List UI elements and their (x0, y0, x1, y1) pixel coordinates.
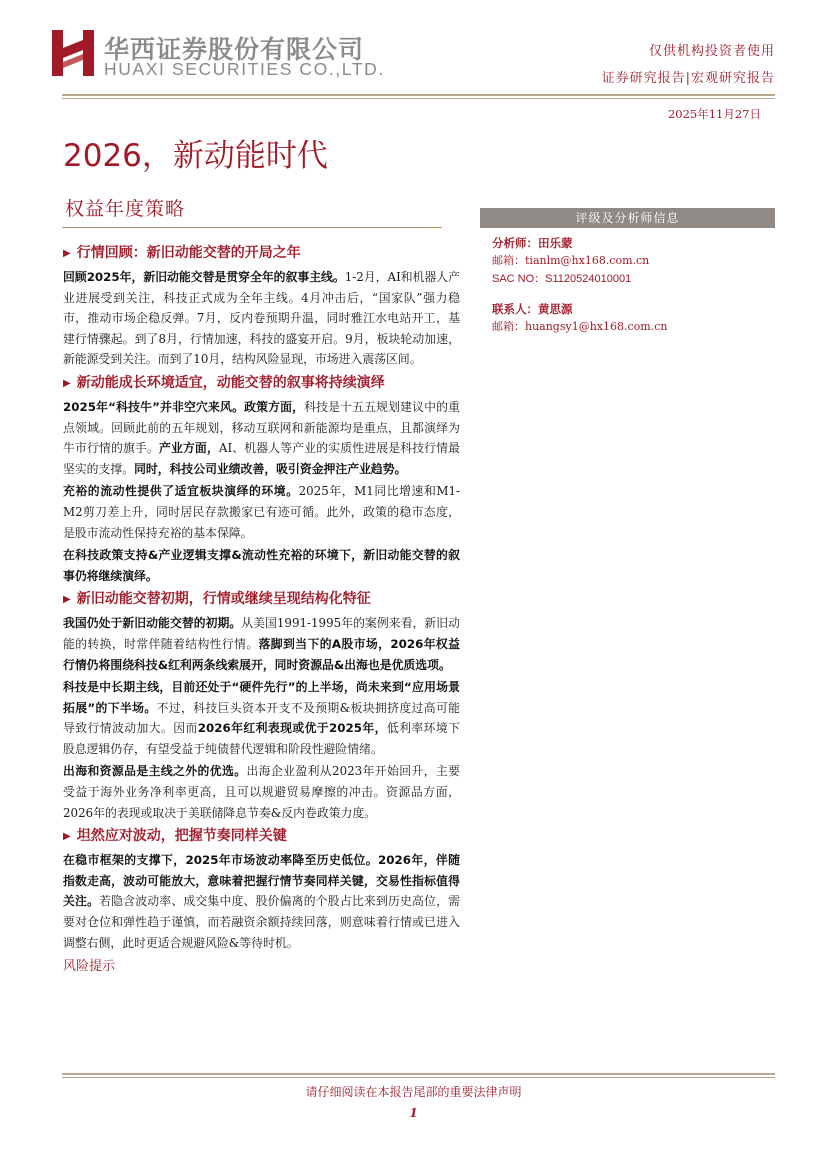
text-run: 从美国1991-1995年的案例来看，新旧动能的转换，时常伴随着结构性行情。 (63, 616, 460, 651)
bold-run: 同时，科技公司业绩改善，吸引资金押注产业趋势。 (134, 461, 407, 476)
analyst-sac-number: SAC NO：S1120524010001 (492, 273, 632, 285)
report-type: 证券研究报告|宏观研究报告 (601, 71, 775, 86)
report-date: 2025年11月27日 (667, 107, 761, 121)
analyst-name: 分析师：田乐蒙 (492, 236, 573, 250)
section-heading-text: 新动能成长环境适宜，动能交替的叙事将持续演绎 (76, 374, 385, 391)
text-run: AI、机器人等产业的实质性进展是科技行情最坚实的支撑。 (63, 441, 461, 476)
legal-notice: 请仔细阅读在本报告尾部的重要法律声明 (305, 1085, 522, 1099)
body-paragraph (63, 545, 460, 586)
bold-run: 我国仍处于新旧动能交替的初期。 (63, 616, 242, 631)
section-heading-text: 坦然应对波动，把握节奏同样关键 (76, 828, 287, 845)
text-run: 科技是十五五规划建议中的重点领域。回顾此前的五年规划，移动互联网和新能源均是重点，且都演绎为牛市行情的旗手。 (63, 399, 461, 456)
huaxi-logo (52, 30, 94, 76)
report-title: 2026，新动能时代 (63, 138, 328, 174)
text-run: 若隐含波动率、成交集中度、股价偏离的个股占比来到历史高位，需要对仓位和弹性趋于谨慎，而若融资余额持续回落，则意味着行情或已进入调整右侧，此时更适合规避风险&等待时机。 (63, 894, 460, 950)
company-name-cn: 华西证券股份有限公司 (104, 35, 365, 64)
bold-run: 在稳市框架的支撑下，2025年市场波动率降至历史低位。2026年，伴随指数走高，波动可能放大，意味着把握行情节奏同样关键，交易性指标值得关注。 (63, 853, 460, 909)
triangle-bullet-icon: ▶ (63, 594, 71, 606)
body-paragraph (63, 267, 460, 370)
section-heading (63, 588, 460, 611)
report-subtitle: 权益年度策略 (65, 198, 186, 220)
footer-divider-thin (62, 1077, 775, 1078)
text-run: 不过，科技巨头资本开支不及预期&板块拥挤度过高可能导致行情波动加大。因而 (63, 700, 460, 736)
section-heading (63, 825, 460, 848)
subtitle-underline (62, 227, 442, 228)
page-number: 1 (409, 1106, 418, 1120)
header-divider-thin (62, 98, 775, 99)
text-run: 2025年，M1同比增速和M1-M2剪刀差上升，同时居民存款搬家已有迹可循。此外，政策的稳市态度，是股市流动性保持充裕的基本保障。 (63, 484, 461, 540)
text-run: 出海企业盈利从2023年开始回升，主要受益于海外业务净利率更高，且可以规避贸易摩擦的冲击。资源品方面，2026年的表现或取决于美联储降息节奏&反内卷政策力度。 (63, 764, 461, 820)
contact-email[interactable]: 邮箱：huangsy1@hx168.com.cn (492, 320, 668, 333)
bold-run: 2025年“科技牛”并非空穴来风。政策方面， (63, 399, 305, 414)
bold-run: 在科技政策支持&产业逻辑支撑&流动性充裕的环境下，新旧动能交替的叙事仍将继续演绎。 (63, 548, 460, 583)
audience-note: 仅供机构投资者使用 (648, 44, 775, 59)
section-heading (63, 372, 460, 395)
triangle-bullet-icon: ▶ (63, 831, 71, 843)
body-paragraph (63, 850, 460, 953)
contact-name: 联系人：黄思源 (492, 302, 573, 316)
bold-run: 2026年红利表现或优于2025年， (197, 721, 387, 736)
text-run: 低利率环境下股息逻辑仍存，有望受益于纯债替代逻辑和阶段性避险情绪。 (63, 721, 460, 756)
body-paragraph (63, 481, 460, 543)
bold-run: 产业方面， (158, 441, 219, 456)
analyst-sidebar (480, 208, 775, 336)
body-paragraph (63, 613, 460, 675)
footer-divider (62, 1073, 775, 1075)
triangle-bullet-icon: ▶ (63, 248, 71, 259)
triangle-bullet-icon: ▶ (63, 377, 71, 389)
analyst-email[interactable]: 邮箱：tianlm@hx168.com.cn (492, 254, 650, 267)
body-paragraph (63, 397, 460, 479)
risk-heading: 风险提示 (63, 959, 116, 975)
section-heading (63, 242, 460, 265)
text-run: 1-2月，AI和机器人产业进展受到关注，科技正式成为全年主线。4月冲击后，“国家队”强力稳市，推动市场企稳反弹。7月，反内卷预期升温，同时雅江水电站开工，基建行情骤起。到了8月，行情加速，科技的盛宴开启。9月，板块轮动加速，新能源受到关注。而到了10月，结构风险显现，市场进入震荡区间。 (63, 270, 460, 367)
bold-run: 回顾2025年，新旧动能交替是贯穿全年的叙事主线。 (63, 270, 345, 284)
main-body (63, 240, 460, 977)
bold-run: 落脚到当下的A股市场，2026年权益行情仍将围绕科技&红利两条线索展开，同时资源品&出海也是优质选项。 (63, 636, 460, 672)
body-paragraph (63, 677, 460, 759)
bold-run: 科技是中长期主线，目前还处于“硬件先行”的上半场，尚未来到“应用场景拓展”的下半场。 (63, 680, 460, 715)
sidebar-header: 评级及分析师信息 (480, 208, 775, 228)
header-divider (62, 94, 775, 96)
body-paragraph (63, 761, 460, 823)
section-heading-text: 行情回顾：新旧动能交替的开局之年 (76, 245, 301, 261)
bold-run: 充裕的流动性提供了适宜板块演绎的环境。 (63, 484, 299, 499)
company-name-en: HUAXI SECURITIES CO.,LTD. (104, 59, 385, 79)
section-heading-text: 新旧动能交替初期，行情或继续呈现结构化特征 (76, 591, 371, 608)
bold-run: 出海和资源品是主线之外的优选。 (63, 764, 247, 779)
